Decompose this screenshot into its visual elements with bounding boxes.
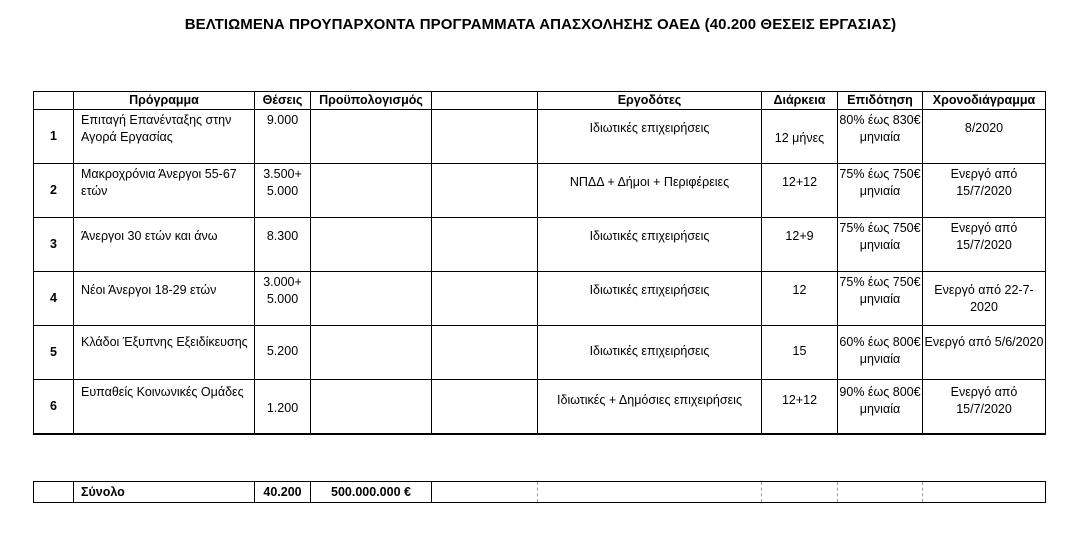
budget-cell	[311, 272, 432, 326]
total-label: Σύνολο	[74, 482, 255, 503]
blank-cell	[432, 218, 538, 272]
subsidy-cell: 60% έως 800€ μηνιαία	[838, 326, 923, 380]
row-number: 6	[34, 380, 74, 434]
duration-cell: 12+12	[762, 164, 838, 218]
page-title: ΒΕΛΤΙΩΜΕΝΑ ΠΡΟΥΠΑΡΧΟΝΤΑ ΠΡΟΓΡΑΜΜΑΤΑ ΑΠΑΣΧΟΛΗΣΗΣ ΟΑΕΔ (40.200 ΘΕΣΕΙΣ ΕΡΓΑΣΙΑΣ)	[184, 16, 897, 33]
total-subsidy-cell	[838, 482, 923, 503]
row-number: 2	[34, 164, 74, 218]
header-subsidy: Επιδότηση	[838, 92, 923, 110]
row-number: 1	[34, 110, 74, 164]
employers-cell: Ιδιωτικές επιχειρήσεις	[538, 272, 762, 326]
program-name: Άνεργοι 30 ετών και άνω	[74, 218, 255, 272]
blank-cell	[432, 164, 538, 218]
positions-cell: 5.200	[255, 326, 311, 380]
employers-cell: ΝΠΔΔ + Δήμοι + Περιφέρειες	[538, 164, 762, 218]
blank-cell	[432, 272, 538, 326]
header-budget: Προϋπολογισμός	[311, 92, 432, 110]
header-blank	[432, 92, 538, 110]
program-name: Επιταγή Επανένταξης στην Αγορά Εργασίας	[74, 110, 255, 164]
subsidy-cell: 75% έως 750€ μηνιαία	[838, 164, 923, 218]
employers-cell: Ιδιωτικές επιχειρήσεις	[538, 110, 762, 164]
row-number: 4	[34, 272, 74, 326]
total-num-cell	[34, 482, 74, 503]
employers-cell: Ιδιωτικές + Δημόσιες επιχειρήσεις	[538, 380, 762, 434]
subsidy-cell: 75% έως 750€ μηνιαία	[838, 272, 923, 326]
total-table	[33, 481, 1046, 503]
schedule-cell: Ενεργό από 5/6/2020	[923, 326, 1046, 380]
header-positions: Θέσεις	[255, 92, 311, 110]
program-name: Κλάδοι Έξυπνης Εξειδίκευσης	[74, 326, 255, 380]
total-row	[34, 482, 1046, 503]
total-blank-cell	[432, 482, 538, 503]
program-name: Μακροχρόνια Άνεργοι 55-67 ετών	[74, 164, 255, 218]
employers-cell: Ιδιωτικές επιχειρήσεις	[538, 218, 762, 272]
total-employers-cell	[538, 482, 762, 503]
table-row	[34, 272, 1046, 326]
subsidy-cell: 80% έως 830€ μηνιαία	[838, 110, 923, 164]
positions-cell: 3.000+ 5.000	[255, 272, 311, 326]
blank-cell	[432, 110, 538, 164]
row-number: 5	[34, 326, 74, 380]
positions-cell: 9.000	[255, 110, 311, 164]
total-duration-cell	[762, 482, 838, 503]
table-row	[34, 380, 1046, 434]
employers-cell: Ιδιωτικές επιχειρήσεις	[538, 326, 762, 380]
program-name: Ευπαθείς Κοινωνικές Ομάδες	[74, 380, 255, 434]
budget-cell	[311, 164, 432, 218]
subsidy-cell: 90% έως 800€ μηνιαία	[838, 380, 923, 434]
budget-cell	[311, 218, 432, 272]
positions-cell: 3.500+ 5.000	[255, 164, 311, 218]
schedule-cell: Ενεργό από 15/7/2020	[923, 164, 1046, 218]
table-row	[34, 326, 1046, 380]
schedule-cell: Ενεργό από 22-7-2020	[923, 272, 1046, 326]
header-employers: Εργοδότες	[538, 92, 762, 110]
header-duration: Διάρκεια	[762, 92, 838, 110]
blank-cell	[432, 380, 538, 434]
duration-cell: 12+12	[762, 380, 838, 434]
total-schedule-cell	[923, 482, 1046, 503]
blank-cell	[432, 326, 538, 380]
duration-cell: 12 μήνες	[762, 110, 838, 164]
total-budget: 500.000.000 €	[311, 482, 432, 503]
budget-cell	[311, 326, 432, 380]
programs-table	[33, 91, 1046, 435]
schedule-cell: 8/2020	[923, 110, 1046, 164]
duration-cell: 12	[762, 272, 838, 326]
program-name: Νέοι Άνεργοι 18-29 ετών	[74, 272, 255, 326]
table-row	[34, 218, 1046, 272]
positions-cell: 1.200	[255, 380, 311, 434]
duration-cell: 15	[762, 326, 838, 380]
table-header-row	[34, 92, 1046, 110]
duration-cell: 12+9	[762, 218, 838, 272]
header-program: Πρόγραμμα	[74, 92, 255, 110]
schedule-cell: Ενεργό από 15/7/2020	[923, 218, 1046, 272]
schedule-cell: Ενεργό από 15/7/2020	[923, 380, 1046, 434]
header-schedule: Χρονοδιάγραμμα	[923, 92, 1046, 110]
budget-cell	[311, 380, 432, 434]
table-row	[34, 110, 1046, 164]
budget-cell	[311, 110, 432, 164]
header-num	[34, 92, 74, 110]
table-row	[34, 164, 1046, 218]
total-positions: 40.200	[255, 482, 311, 503]
positions-cell: 8.300	[255, 218, 311, 272]
row-number: 3	[34, 218, 74, 272]
subsidy-cell: 75% έως 750€ μηνιαία	[838, 218, 923, 272]
